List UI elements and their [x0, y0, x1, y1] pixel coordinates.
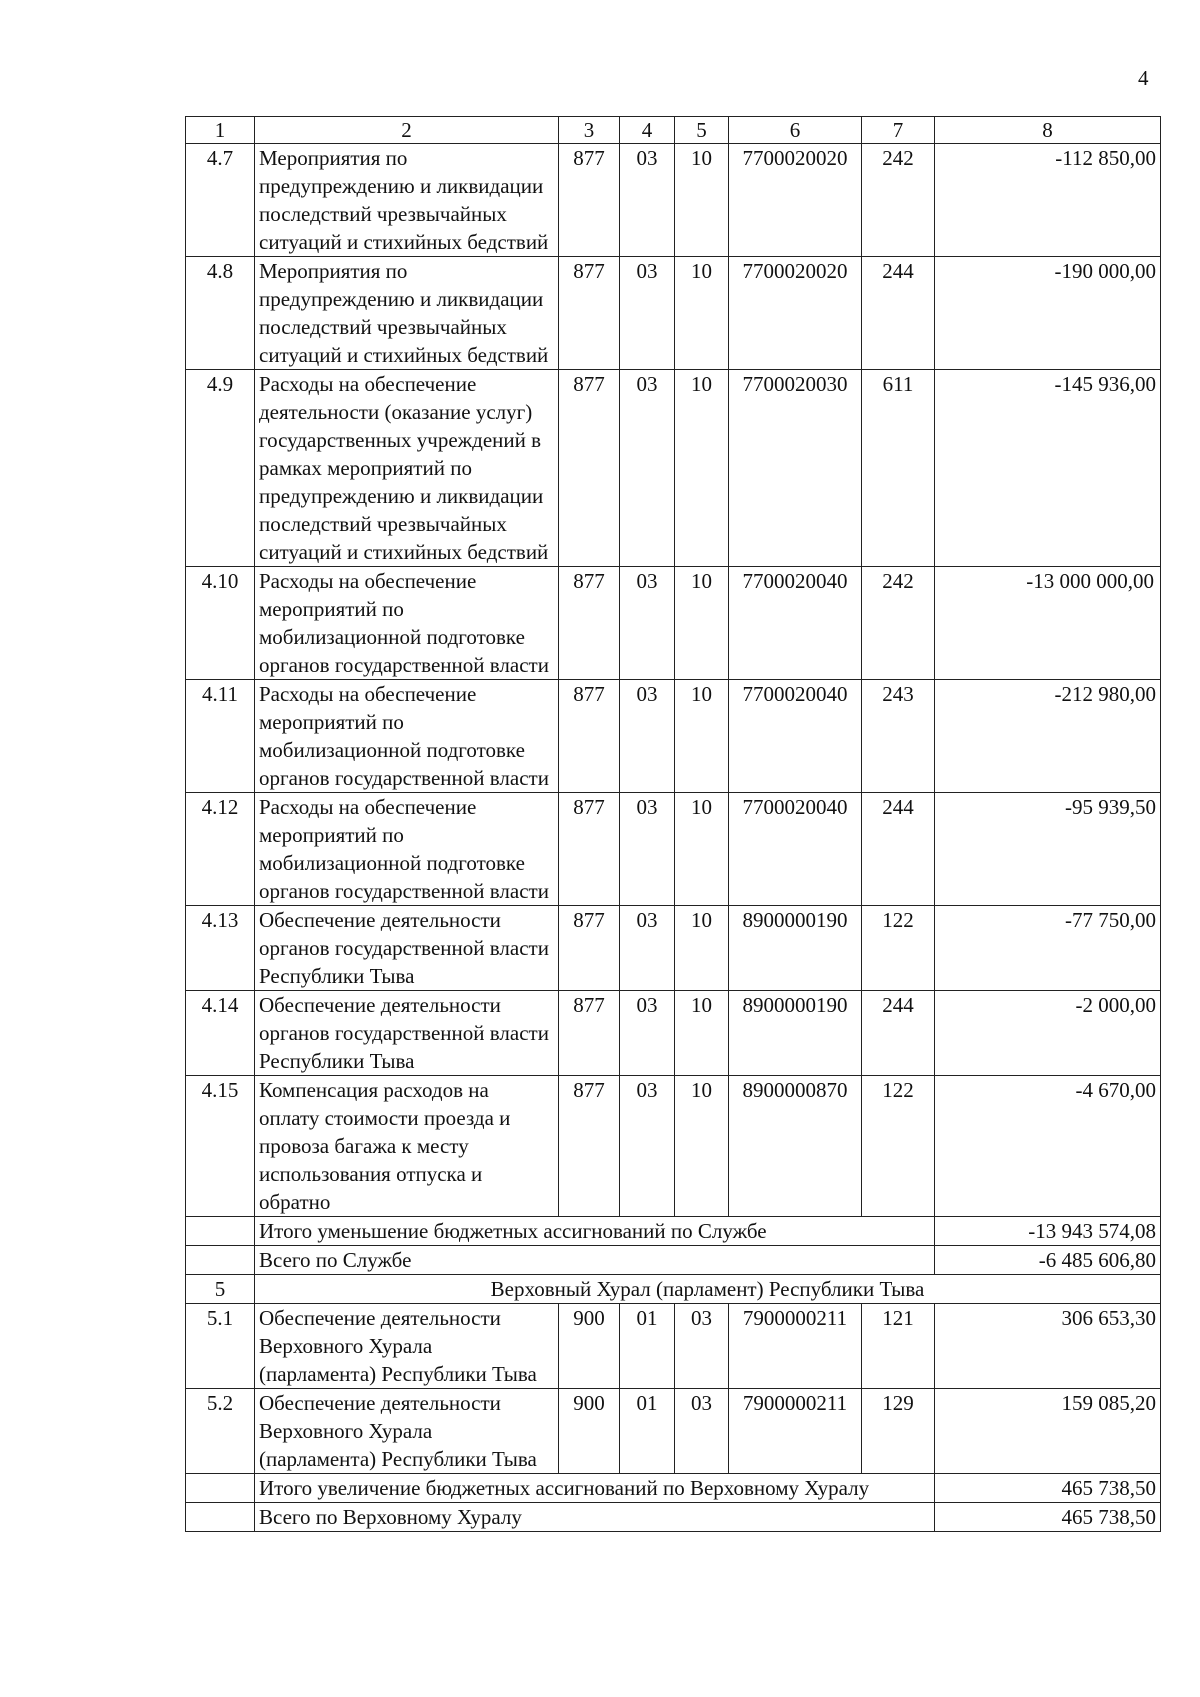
row-name: Обеспечение деятельности Верховного Хурала (парламента) Республики Тыва [255, 1304, 559, 1389]
row-number: 4.12 [186, 793, 255, 906]
row-name: Мероприятия по предупреждению и ликвидации последствий чрезвычайных ситуаций и стихийных бедствий [255, 144, 559, 257]
row-name: Мероприятия по предупреждению и ликвидации последствий чрезвычайных ситуаций и стихийных бедствий [255, 257, 559, 370]
header-cell: 2 [255, 117, 559, 144]
cell-c3: 877 [559, 906, 620, 991]
header-cell: 3 [559, 117, 620, 144]
total-label: Итого увеличение бюджетных ассигнований по Верховному Хуралу [255, 1474, 935, 1503]
cell-amount: 159 085,20 [935, 1389, 1161, 1474]
cell-c6: 7900000211 [729, 1304, 862, 1389]
cell-c6: 7700020040 [729, 680, 862, 793]
cell-c7: 122 [862, 1076, 935, 1217]
cell-c6: 7700020040 [729, 793, 862, 906]
row-name: Расходы на обеспечение мероприятий по мобилизационной подготовке органов государственной власти [255, 793, 559, 906]
table-row [186, 793, 1161, 906]
empty-cell [186, 1474, 255, 1503]
cell-c6: 8900000870 [729, 1076, 862, 1217]
row-name: Обеспечение деятельности органов государственной власти Республики Тыва [255, 906, 559, 991]
empty-cell [186, 1217, 255, 1246]
cell-amount: -2 000,00 [935, 991, 1161, 1076]
table-row [186, 1076, 1161, 1217]
total-amount: -13 943 574,08 [935, 1217, 1161, 1246]
budget-table [185, 116, 1161, 1532]
table-row [186, 1389, 1161, 1474]
cell-amount: -190 000,00 [935, 257, 1161, 370]
row-name: Расходы на обеспечение мероприятий по мобилизационной подготовке органов государственной власти [255, 567, 559, 680]
cell-c6: 7700020040 [729, 567, 862, 680]
cell-c7: 611 [862, 370, 935, 567]
cell-c5: 03 [675, 1389, 729, 1474]
cell-c3: 877 [559, 1076, 620, 1217]
cell-c4: 03 [620, 906, 675, 991]
table-row [186, 1304, 1161, 1389]
total-label: Всего по Службе [255, 1246, 935, 1275]
cell-c4: 03 [620, 991, 675, 1076]
header-cell: 7 [862, 117, 935, 144]
cell-c4: 01 [620, 1389, 675, 1474]
cell-c3: 900 [559, 1389, 620, 1474]
cell-c6: 7700020030 [729, 370, 862, 567]
cell-c7: 122 [862, 906, 935, 991]
row-number: 4.14 [186, 991, 255, 1076]
cell-amount: -13 000 000,00 [935, 567, 1161, 680]
total-row [186, 1217, 1161, 1246]
empty-cell [186, 1246, 255, 1275]
row-name: Обеспечение деятельности органов государственной власти Республики Тыва [255, 991, 559, 1076]
header-cell: 6 [729, 117, 862, 144]
row-number: 4.13 [186, 906, 255, 991]
section-header-row [186, 1275, 1161, 1304]
cell-c3: 877 [559, 257, 620, 370]
cell-c4: 03 [620, 793, 675, 906]
cell-c4: 03 [620, 567, 675, 680]
cell-c4: 03 [620, 680, 675, 793]
cell-amount: -145 936,00 [935, 370, 1161, 567]
cell-c3: 900 [559, 1304, 620, 1389]
section-number: 5 [186, 1275, 255, 1304]
row-number: 4.15 [186, 1076, 255, 1217]
cell-c6: 8900000190 [729, 991, 862, 1076]
cell-c3: 877 [559, 370, 620, 567]
cell-c5: 10 [675, 1076, 729, 1217]
cell-c5: 10 [675, 257, 729, 370]
row-name: Компенсация расходов на оплату стоимости проезда и провоза багажа к месту использования отпуска и обратно [255, 1076, 559, 1217]
total-amount: 465 738,50 [935, 1474, 1161, 1503]
cell-c6: 7700020020 [729, 144, 862, 257]
cell-c5: 10 [675, 567, 729, 680]
header-cell: 1 [186, 117, 255, 144]
row-name: Обеспечение деятельности Верховного Хурала (парламента) Республики Тыва [255, 1389, 559, 1474]
cell-c3: 877 [559, 991, 620, 1076]
total-amount: 465 738,50 [935, 1503, 1161, 1532]
cell-c7: 244 [862, 257, 935, 370]
total-amount: -6 485 606,80 [935, 1246, 1161, 1275]
cell-c4: 03 [620, 257, 675, 370]
cell-c3: 877 [559, 567, 620, 680]
cell-c5: 10 [675, 991, 729, 1076]
table-row [186, 257, 1161, 370]
cell-c3: 877 [559, 144, 620, 257]
cell-c7: 244 [862, 793, 935, 906]
cell-c6: 7700020020 [729, 257, 862, 370]
cell-c3: 877 [559, 793, 620, 906]
cell-c4: 03 [620, 144, 675, 257]
total-row [186, 1503, 1161, 1532]
cell-c5: 10 [675, 906, 729, 991]
row-number: 4.8 [186, 257, 255, 370]
table-row [186, 991, 1161, 1076]
row-number: 4.7 [186, 144, 255, 257]
row-number: 4.9 [186, 370, 255, 567]
total-label: Итого уменьшение бюджетных ассигнований по Службе [255, 1217, 935, 1246]
table-row [186, 144, 1161, 257]
row-number: 5.2 [186, 1389, 255, 1474]
cell-c4: 01 [620, 1304, 675, 1389]
table-row [186, 680, 1161, 793]
cell-c5: 10 [675, 793, 729, 906]
cell-c4: 03 [620, 1076, 675, 1217]
cell-amount: -95 939,50 [935, 793, 1161, 906]
header-cell: 5 [675, 117, 729, 144]
cell-amount: 306 653,30 [935, 1304, 1161, 1389]
cell-c4: 03 [620, 370, 675, 567]
row-name: Расходы на обеспечение мероприятий по мобилизационной подготовке органов государственной власти [255, 680, 559, 793]
cell-c7: 129 [862, 1389, 935, 1474]
row-number: 5.1 [186, 1304, 255, 1389]
empty-cell [186, 1503, 255, 1532]
cell-amount: -212 980,00 [935, 680, 1161, 793]
cell-c5: 10 [675, 370, 729, 567]
cell-c5: 10 [675, 680, 729, 793]
total-label: Всего по Верховному Хуралу [255, 1503, 935, 1532]
row-name: Расходы на обеспечение деятельности (оказание услуг) государственных учреждений в рамках мероприятий по предупреждению и ликвидации последствий чрезвычайных ситуаций и стихийных бедствий [255, 370, 559, 567]
section-title: Верховный Хурал (парламент) Республики Тыва [255, 1275, 1161, 1304]
cell-c7: 242 [862, 567, 935, 680]
cell-c5: 03 [675, 1304, 729, 1389]
cell-amount: -77 750,00 [935, 906, 1161, 991]
page-number: 4 [1138, 66, 1149, 90]
total-row [186, 1474, 1161, 1503]
header-row [186, 117, 1161, 144]
cell-c6: 8900000190 [729, 906, 862, 991]
cell-amount: -4 670,00 [935, 1076, 1161, 1217]
table-row [186, 370, 1161, 567]
row-number: 4.10 [186, 567, 255, 680]
table-row [186, 906, 1161, 991]
cell-c7: 243 [862, 680, 935, 793]
cell-c3: 877 [559, 680, 620, 793]
header-cell: 4 [620, 117, 675, 144]
total-row [186, 1246, 1161, 1275]
cell-c7: 244 [862, 991, 935, 1076]
cell-c6: 7900000211 [729, 1389, 862, 1474]
cell-amount: -112 850,00 [935, 144, 1161, 257]
cell-c7: 242 [862, 144, 935, 257]
row-number: 4.11 [186, 680, 255, 793]
table-row [186, 567, 1161, 680]
cell-c7: 121 [862, 1304, 935, 1389]
cell-c5: 10 [675, 144, 729, 257]
header-cell: 8 [935, 117, 1161, 144]
